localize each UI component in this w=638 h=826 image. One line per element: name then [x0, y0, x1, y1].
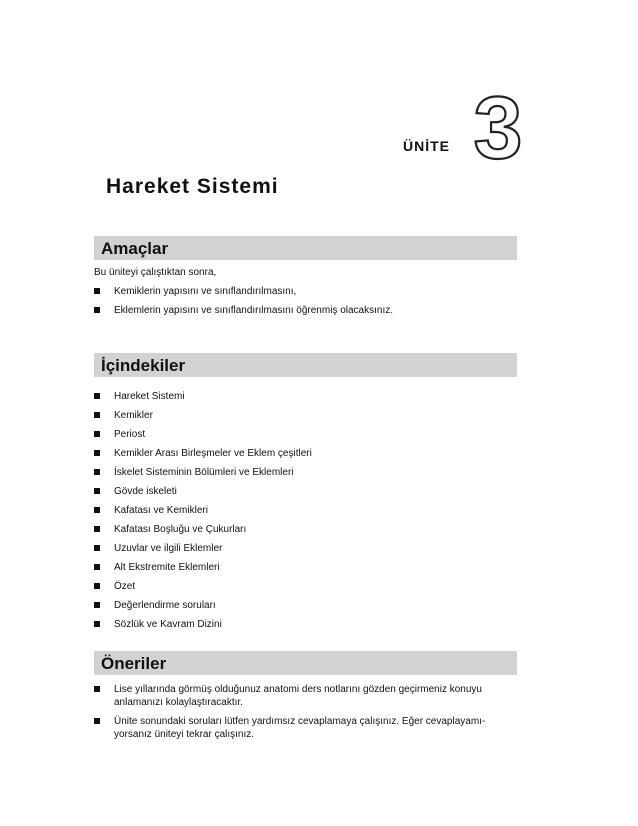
bullet-square-icon — [94, 545, 100, 551]
list-item — [94, 715, 509, 741]
list-item — [94, 285, 518, 298]
bullet-square-icon — [94, 564, 100, 570]
bullet-square-icon — [94, 412, 100, 418]
objectives-header: Amaçlar — [94, 236, 517, 260]
list-item-text: Lise yıllarında görmüş olduğunuz anatomi ders notlarını gözden geçirmeniz konuyu anlamanızı kolaylaştıracaktır. — [114, 684, 482, 708]
bullet-square-icon — [94, 393, 100, 399]
bullet-square-icon — [94, 488, 100, 494]
list-item-text: Periost — [114, 429, 146, 440]
objectives-list — [94, 285, 518, 317]
unit-label: ÜNİTE — [403, 138, 450, 154]
list-item — [94, 428, 518, 441]
list-item — [94, 580, 518, 593]
bullet-square-icon — [94, 450, 100, 456]
list-item-text: Kemikler Arası Birleşmeler ve Eklem çeşitleri — [114, 448, 312, 459]
list-item-text: Sözlük ve Kavram Dizini — [114, 619, 222, 630]
list-item-text: Ünite sonundaki soruları lütfen yardımsız cevaplamaya çalışınız. Eğer cevaplayamı- yorsanız üniteyi tekrar çalışınız. — [114, 716, 486, 740]
objectives-intro: Bu üniteyi çalıştıktan sonra, — [94, 267, 217, 278]
bullet-square-icon — [94, 621, 100, 627]
suggestions-header: Öneriler — [94, 651, 517, 675]
list-item — [94, 618, 518, 631]
list-item — [94, 561, 518, 574]
list-item-text: Kafatası ve Kemikleri — [114, 505, 208, 516]
suggestions-list — [94, 683, 509, 741]
unit-number — [468, 86, 528, 166]
list-item-text: Hareket Sistemi — [114, 391, 185, 402]
bullet-square-icon — [94, 507, 100, 513]
list-item — [94, 409, 518, 422]
list-item-text: Kemikler — [114, 410, 153, 421]
bullet-square-icon — [94, 602, 100, 608]
list-item-text: Gövde iskeleti — [114, 486, 177, 497]
bullet-square-icon — [94, 718, 100, 724]
list-item — [94, 390, 518, 403]
list-item — [94, 485, 518, 498]
page-title: Hareket Sistemi — [106, 175, 279, 198]
bullet-square-icon — [94, 307, 100, 313]
bullet-square-icon — [94, 469, 100, 475]
list-item — [94, 542, 518, 555]
list-item-text: Kafatası Boşluğu ve Çukurları — [114, 524, 247, 535]
list-item — [94, 523, 518, 536]
bullet-square-icon — [94, 583, 100, 589]
bullet-square-icon — [94, 526, 100, 532]
list-item — [94, 599, 518, 612]
contents-header: İçindekiler — [94, 353, 517, 377]
list-item — [94, 466, 518, 479]
list-item-text: Değerlendirme soruları — [114, 600, 216, 611]
list-item-text: Alt Ekstremite Eklemleri — [114, 562, 220, 573]
list-item-text: İskelet Sisteminin Bölümleri ve Eklemleri — [114, 467, 294, 478]
list-item — [94, 683, 509, 709]
list-item-text: Uzuvlar ve ilgili Eklemler — [114, 543, 223, 554]
unit-number-glyph: 3 — [473, 86, 523, 166]
list-item — [94, 304, 518, 317]
bullet-square-icon — [94, 288, 100, 294]
list-item-text: Eklemlerin yapısını ve sınıflandırılmasını öğrenmiş olacaksınız. — [114, 305, 394, 316]
list-item — [94, 447, 518, 460]
list-item-text: Özet — [114, 581, 136, 592]
list-item — [94, 504, 518, 517]
bullet-square-icon — [94, 686, 100, 692]
list-item-text: Kemiklerin yapısını ve sınıflandırılmasını, — [114, 286, 297, 297]
bullet-square-icon — [94, 431, 100, 437]
contents-list — [94, 390, 518, 631]
